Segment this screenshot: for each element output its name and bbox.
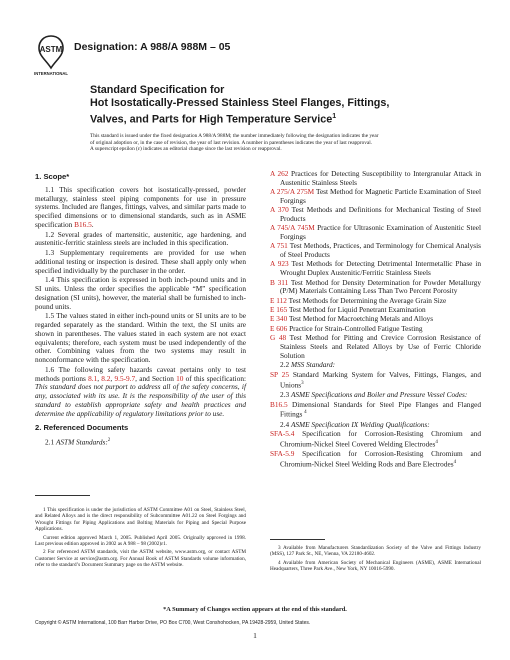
reference-item: [270, 242, 481, 260]
ref-b16-5: B16.5 Dimensional Standards for Steel Pipe Flanges and Flanged Fittings $^4$: [270, 399, 481, 419]
asme-ix-footnote-mark: 4: [453, 459, 457, 465]
asme-heading: 2.3 ASME Specifications and Boiler and Pressure Vessel Codes:: [280, 389, 468, 399]
reference-item: [270, 206, 481, 224]
reference-code-link[interactable]: A 745/A 745M: [270, 223, 315, 233]
link-8-2[interactable]: 8.2: [101, 373, 111, 383]
left-column: [35, 170, 246, 448]
designation: Designation: A 988/A 988M – 05: [74, 41, 231, 53]
asme-ix-code-link[interactable]: SFA-5.4: [270, 429, 295, 439]
reference-item: [270, 224, 481, 242]
footnote-1: 1 This specification is under the jurisdiction of ASTM Committee A01 on Steel, Stainless Steel, and Related Alloys and is the direct responsibility of Subcommittee A01.22 on Steel Forgings and Wrought Fittings for Piping Applications and Bolting Materials for Piping and Special Purpose Applications.: [35, 507, 246, 533]
reference-item: [270, 188, 481, 206]
reference-code-link[interactable]: A 275/A 275M: [270, 187, 315, 197]
reference-title: Practices for Detecting Susceptibility to Intergranular Attack in Austenitic Stainless Steels: [280, 169, 481, 187]
link-8-1[interactable]: 8.1: [88, 373, 98, 383]
reference-title: Test Method for Macroetching Metals and Alloys: [288, 314, 434, 324]
reference-title: Test Method for Pitting and Crevice Corrosion Resistance of Stainless Steels and Related Alloys by Use of Ferric Chloride Solution: [280, 333, 481, 360]
copyright-line: Copyright © ASTM International, 100 Barr Harbor Drive, PO Box C700, West Conshohocken, PA 19428-2959, United States.: [35, 620, 311, 626]
link-9-5[interactable]: 9.5-9.7: [114, 373, 136, 383]
footnote-rule-left: [35, 495, 90, 496]
reference-code-link[interactable]: A 370: [270, 205, 289, 215]
right-column: [270, 170, 481, 469]
scope-1-5: 1.5 The values stated in either inch-pound units or SI units are to be regarded separately as the standard. Within the text, the SI units are shown in parentheses. The values stated in each system are not exact equivalents; therefore, each system must be used independently of the other. Combining values from the two systems may result in nonconformance with the specification.: [35, 311, 246, 364]
link-10[interactable]: 10: [176, 373, 184, 383]
astm-logo-icon: [36, 34, 66, 76]
asme-ix-item: [270, 430, 481, 449]
mss-heading: 2.2 MSS Standard:: [280, 360, 336, 370]
footnotes-left: [35, 507, 246, 571]
scope-1-6: 1.6 The following safety hazards caveat pertains only to test methods portions 8.1, 8.2, 9.5-9.7, and Section 10 of this specification: This standard does not purport to address all of the safety concerns, if any, associated with its use. It is the responsibility of the user of this standard to establish appropriate safety and health practices and determine the applicability of regulatory limitations prior to use.: [35, 364, 247, 418]
scope-1-1: 1.1 This specification covers hot isostatically-pressed, powder metallurgy, stainless steel piping components for use in pressure systems. Included are flanges, fittings, valves, and similar parts made to specified dimensions or to dimensional standards, such as in ASME specification B16.5.: [35, 184, 246, 229]
astm-reference-list: [270, 170, 481, 360]
reference-item: [270, 279, 481, 297]
asme-ix-code-link[interactable]: SFA-5.9: [270, 448, 295, 458]
summary-of-changes-note: *A Summary of Changes section appears at the end of this standard.: [163, 606, 347, 613]
footnote-2: 2 For referenced ASTM standards, visit the ASTM website, www.astm.org, or contact ASTM Customer Service at service@astm.org. For Annual Book of ASTM Standards volume information, refer to the standard’s Document Summary page on the ASTM website.: [35, 549, 246, 569]
reference-code-link[interactable]: E 112: [270, 295, 287, 305]
notice-line-2: of original adoption or, in the case of revision, the year of last revision. A number in parentheses indicates the year of last reapproval.: [90, 139, 373, 146]
refdocs-2-1: 2.1 ASTM Standards:$^2$: [45, 437, 111, 447]
reference-code-link[interactable]: E 606: [270, 323, 288, 333]
scope-1-2: 1.2 Several grades of martensitic, austenitic, age hardening, and austenitic-ferritic stainless steels are included in this specification.: [35, 229, 246, 248]
scope-1-4: 1.4 This specification is expressed in both inch-pound units and in SI units. Unless the order specifies the applicable “M” specification designation (SI units), however, the material shall be furnished to inch-pound units.: [35, 275, 246, 311]
reference-code-link[interactable]: G 48: [270, 333, 287, 343]
reference-item: [270, 260, 481, 278]
link-b16-5[interactable]: B16.5: [74, 219, 92, 229]
asme-ix-heading: 2.4 ASME Specification IX Welding Qualifications:: [280, 419, 430, 429]
reference-code-link[interactable]: E 165: [270, 305, 288, 314]
scope-heading: 1. Scope*: [35, 172, 70, 181]
logo-text: INTERNATIONAL: [34, 71, 68, 76]
asme-ix-title: Specification for Corrosion-Resisting Chromium and Chromium-Nickel Steel Welding Rods and Bare Electrodes: [280, 448, 481, 469]
reference-title: Practice for Strain-Controlled Fatigue Testing: [289, 323, 423, 333]
reference-title: Test Method for Liquid Penetrant Examination: [288, 305, 426, 314]
issuance-notice: [90, 133, 470, 153]
reference-title: Practice for Ultrasonic Examination of Austenitic Steel Forgings: [280, 223, 481, 242]
reference-title: Test Methods, Practices, and Terminology for Chemical Analysis of Steel Products: [280, 241, 481, 260]
reference-title: Test Method for Density Determination for Powder Metallurgy (P/M) Materials Containing Less Than Two Percent Porosity: [280, 277, 481, 296]
refdocs-heading: 2. Referenced Documents: [35, 423, 129, 433]
reference-title: Test Methods for Determining the Average Grain Size: [288, 295, 447, 305]
link-asme-b16-5[interactable]: B16.5: [270, 399, 288, 409]
title-footnote-mark: 1: [332, 113, 337, 120]
notice-line-1: This standard is issued under the fixed designation A 988/A 988M; the number immediately following the designation indicates the year: [90, 133, 379, 139]
footnote-1-edition: Current edition approved March 1, 2005. Published April 2005. Originally approved in 1998. Last previous edition approved in 2002 as A 988 – 98 (2002)ε1.: [35, 534, 246, 548]
footnote-4: 4 Available from American Society of Mechanical Engineers (ASME), ASME International Headquarters, Three Park Ave., New York, NY 10016-5990.: [270, 559, 481, 573]
footnotes-right: [270, 545, 481, 575]
title-line-3: Valves, and Parts for High Temperature Service$^1$: [90, 113, 337, 126]
asme-ix-footnote-mark: 4: [435, 440, 438, 446]
reference-code-link[interactable]: B 311: [270, 277, 289, 287]
standard-title: [90, 84, 460, 127]
reference-title: Test Methods for Detecting Detrimental Intermetallic Phase in Wrought Duplex Austenitic/Ferritic Stainless Steels: [280, 259, 481, 278]
reference-item: [270, 170, 481, 188]
asme-ix-reference-list: [270, 430, 481, 468]
title-line-2: Hot Isostatically-Pressed Stainless Steel Flanges, Fittings,: [90, 97, 390, 109]
link-sp-25[interactable]: SP 25: [270, 370, 289, 380]
reference-code-link[interactable]: A 923: [270, 259, 289, 269]
reference-item: [270, 334, 481, 360]
title-line-1: Standard Specification for: [90, 84, 225, 96]
reference-code-link[interactable]: A 262: [270, 169, 289, 178]
reference-title: Test Methods and Definitions for Mechanical Testing of Steel Products: [280, 205, 481, 223]
notice-line-3: A superscript epsilon (ε) indicates an editorial change since the last revision or reapproval.: [90, 146, 282, 153]
footnote-rule-right: [270, 539, 325, 540]
reference-title: Test Method for Magnetic Particle Examination of Steel Forgings: [280, 187, 481, 205]
reference-code-link[interactable]: A 751: [270, 241, 288, 251]
svg-text:ASTM: ASTM: [39, 45, 63, 54]
scope-1-3: 1.3 Supplementary requirements are provided for use when additional testing or inspection is desired. These shall apply only when specified individually by the purchaser in the order.: [35, 248, 246, 275]
reference-code-link[interactable]: E 340: [270, 314, 288, 324]
asme-ix-item: [270, 450, 481, 469]
ref-sp-25: SP 25 Standard Marking System for Valves, Fittings, Flanges, and Unions$^3$: [270, 370, 482, 390]
footnote-3: 3 Available from Manufacturers Standardization Society of the Valve and Fittings Industry (MSS), 127 Park St., NE, Vienna, VA 22180-4602.: [270, 545, 481, 558]
asme-ix-title: Specification for Corrosion-Resisting Chromium and Chromium-Nickel Steel Covered Welding Electrodes: [280, 429, 481, 449]
page-number: 1: [253, 631, 257, 640]
